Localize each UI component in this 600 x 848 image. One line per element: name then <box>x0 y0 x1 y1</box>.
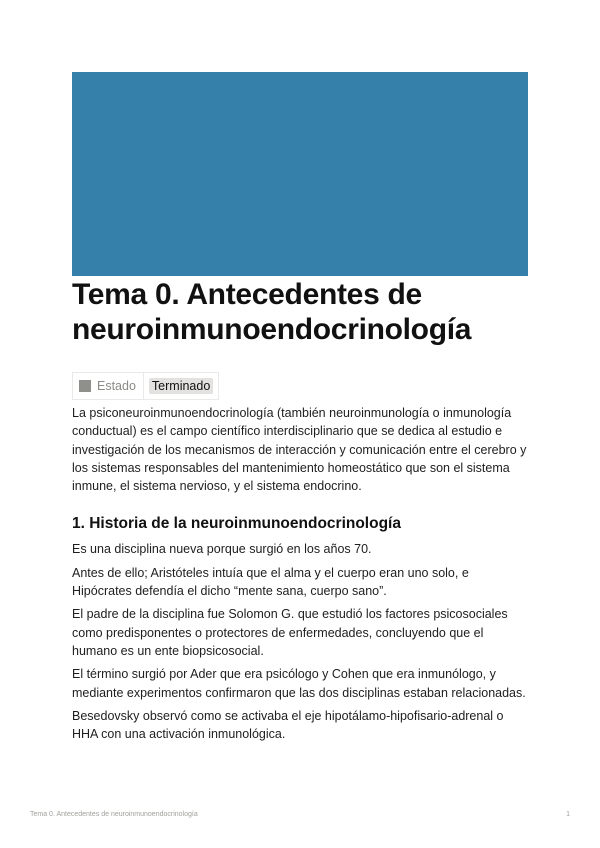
page-title: Tema 0. Antecedentes de neuroinmunoendocrinología <box>72 278 472 346</box>
paragraph: Antes de ello; Aristóteles intuía que el alma y el cuerpo eran uno solo, e Hipócrates defendía el dicho “mente sana, cuerpo sano”. <box>72 565 469 599</box>
property-row <box>72 372 219 400</box>
status-badge: Terminado <box>149 378 213 394</box>
property-value[interactable] <box>144 373 218 399</box>
property-key-label: Estado <box>97 379 136 393</box>
status-square-icon <box>79 380 91 392</box>
page-content <box>72 404 530 748</box>
page-number: 1 <box>566 811 570 818</box>
paragraph: El padre de la disciplina fue Solomon G. que estudió los factores psicosociales como predisponentes o protectores de enfermedades, concluyendo que el humano es un ente biopsicosocial. <box>72 607 508 658</box>
paragraph: El término surgió por Ader que era psicólogo y Cohen que era inmunólogo, y mediante experimentos confirmaron que las dos disciplinas estaban relacionadas. <box>72 667 526 700</box>
footer-title: Tema 0. Antecedentes de neuroinmunoendocrinología <box>30 811 198 818</box>
intro-paragraph: La psiconeuroinmunoendocrinología (también neuroinmunología o inmunología conductual) es el campo científico interdisciplinario que se dedica al estudio e investigación de los mecanismos de interacción y comunicación entre el cerebro y los sistemas responsables del mantenimiento homeostático que son el sistema inmune, el sistema nervioso, y el sistema endocrino. <box>72 406 527 494</box>
section-heading: 1. Historia de la neuroinmunoendocrinología <box>72 515 401 533</box>
cover-image <box>72 72 528 276</box>
property-key <box>73 373 144 399</box>
paragraph: Besedovsky observó como se activaba el eje hipotálamo-hipofisario-adrenal o HHA con una activación inmunológica. <box>72 708 504 742</box>
page-footer <box>30 811 570 818</box>
paragraph: Es una disciplina nueva porque surgió en los años 70. <box>72 542 372 557</box>
